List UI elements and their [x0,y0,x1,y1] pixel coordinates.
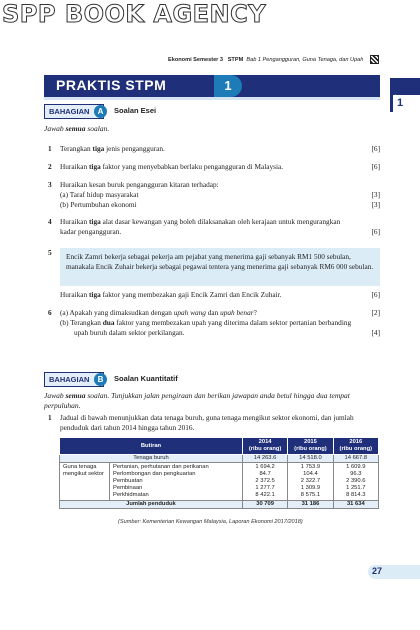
sector-names: Pertanian, perhutanan dan perikanan Perlombongan dan pengkuarian Pembuatan Pembinaan Perkhidmatan [110,463,243,501]
question-5-case-box: Encik Zamri bekerja sebagai pekerja am pejabat yang menerima gaji sebanyak RM1 500 sebulan, manakala Encik Zuhair bekerja sebagai pegawai tentera yang menerima gaji sebanyak RM6 000 sebulan. [60,248,380,286]
table-row-sectors [60,463,379,501]
banner-number: 1 [214,75,242,97]
section-b-instruction: Jawab semua soalan. Tunjukkan jalan pengiraan dan berikan jawapan anda betul hingga dua tempat perpuluhan. [44,391,350,410]
practice-banner [44,75,380,97]
page-number: 27 [372,566,383,576]
table-header-row [60,438,379,455]
section-b-title: Soalan Kuantitatif [114,374,178,383]
table-row-population: Jumlah penduduk 30 709 31 186 31 634 [60,501,379,509]
header-subject: Ekonomi Semester 3 [168,57,224,63]
header-chapter-title: Bab 1 Pengangguran, Guna Tenaga, dan Upah [246,57,364,63]
col-header-2015: 2015 (ribu orang) [288,438,333,455]
section-b-letter: B [94,373,107,386]
sector-values-2016: 1 609.9 96.3 2 390.6 1 251.7 8 814.3 [333,463,378,501]
section-a-title: Soalan Esei [114,106,157,115]
table-row-labour-force: Tenaga buruh 14 263.6 14 518.0 14 667.8 [60,455,379,463]
employment-group-label: Guna tenaga mengikut sektor [60,463,110,501]
sector-values-2015: 1 753.9 104.4 2 322.7 1 309.9 8 575.1 [288,463,333,501]
table-source-note: (Sumber: Kementerian Kewangan Malaysia, Laporan Ekonomi 2017/2018) [118,519,303,525]
watermark-text: SPP BOOK AGENCY [2,0,267,28]
banner-divider [44,97,380,100]
qr-code-icon [370,55,379,64]
header-chapter-code: STPM [227,57,244,63]
col-header-2016: 2016 (ribu orang) [333,438,378,455]
section-a-header [44,104,380,119]
labour-data-table [59,437,379,509]
col-header-item: Butiran [60,438,243,455]
section-b-label: BAHAGIAN [44,372,104,387]
section-a-label: BAHAGIAN [44,104,104,119]
running-header [168,57,363,63]
sector-values-2014: 1 694.2 84.7 2 372.5 1 277.7 8 422.1 [242,463,287,501]
section-a-letter: A [94,105,107,118]
banner-title: PRAKTIS STPM [56,77,167,93]
side-tab-number: 1 [390,95,420,112]
col-header-2014: 2014 (ribu orang) [242,438,287,455]
section-a-instruction: Jawab semua soalan. [44,124,110,133]
section-b-header [44,372,380,387]
